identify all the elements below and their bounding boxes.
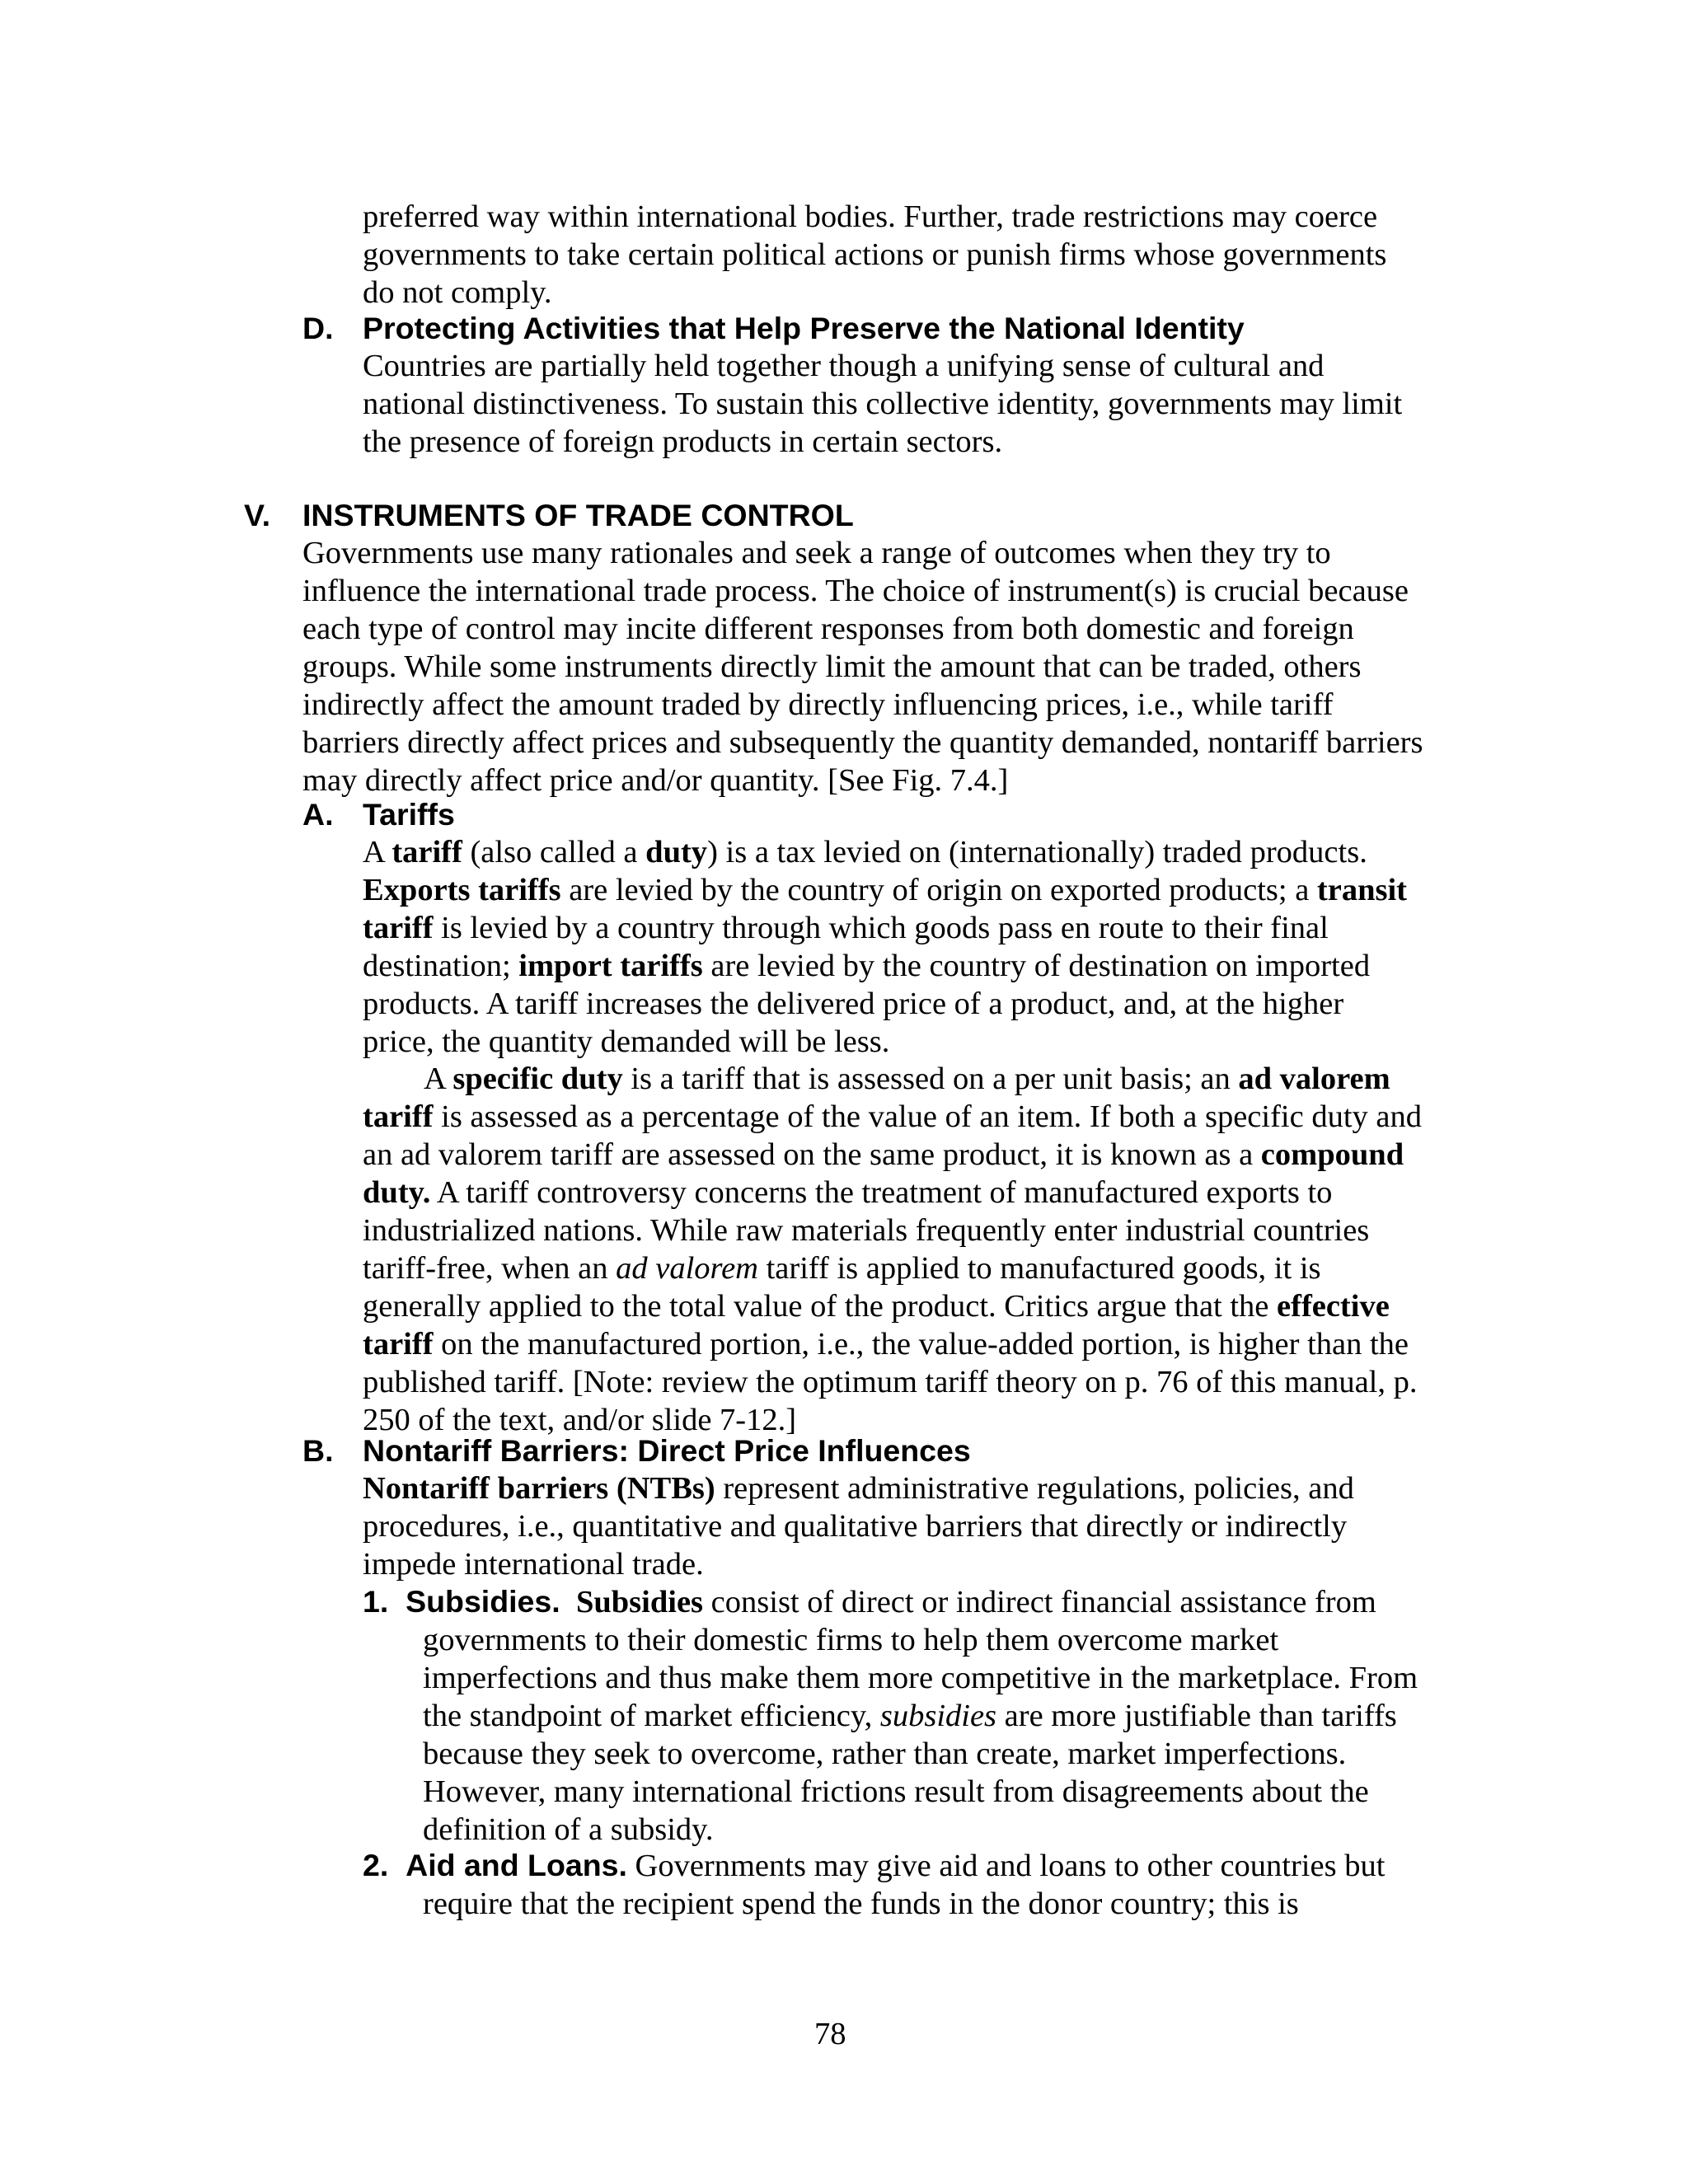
- tariffs-paragraph-2: A specific duty is a tariff that is assessed on a per unit basis; an ad valorem tariff is assessed as a percentage of the value of an item. If both a specific duty and an ad valorem tariff are assessed on the same product, it is known as a compound duty. A tariff controversy concerns the treatment of manufactured exports to industrialized nations. While raw materials frequently enter industrial countries tariff-free, when an ad valorem tariff is applied to manufactured goods, it is generally applied to the total value of the product. Critics argue that the effective tariff on the manufactured portion, i.e., the value-added portion, is higher than the published tariff. [Note: review the optimum tariff theory on p. 76 of this manual, p. 250 of the text, and/or slide 7-12.]: [363, 1062, 1422, 1437]
- page-number: 78: [814, 2017, 846, 2051]
- section-a-title: Tariffs: [363, 797, 455, 832]
- section-v-body: Governments use many rationales and seek a range of outcomes when they try to influence the international trade process. The choice of instrument(s) is crucial because each type of control may incite different responses from both domestic and foreign groups. While some instruments directly limit the amount that can be traded, others indirectly affect the amount traded by directly influencing prices, i.e., while tariff barriers directly affect prices and subsequently the quantity demanded, nontariff barriers may directly affect price and/or quantity. [See Fig. 7.4.]: [302, 536, 1423, 798]
- term-nontariff-barriers: Nontariff barriers (NTBs): [363, 1471, 715, 1506]
- term-effective-tariff: effective tariff: [363, 1289, 1390, 1361]
- section-b-heading: [302, 1432, 1374, 1469]
- item-2-label: 2.: [363, 1848, 389, 1882]
- section-v-heading: [244, 496, 1315, 534]
- term-subsidies-italic: subsidies: [879, 1699, 997, 1733]
- term-transit-tariff: transit tariff: [363, 873, 1407, 945]
- section-d-label: D.: [302, 311, 334, 345]
- section-v-title: INSTRUMENTS OF TRADE CONTROL: [302, 498, 854, 532]
- term-compound-duty: compound duty.: [363, 1137, 1404, 1210]
- item-aid-and-loans: 2. Aid and Loans. Governments may give aid and loans to other countries but require that the recipient spend the funds in the donor country; this is: [363, 1848, 1386, 1921]
- item-subsidies: 1. Subsidies. Subsidies consist of direct or indirect financial assistance from governments to their domestic firms to help them overcome market imperfections and thus make them more competitive in the marketplace. From the standpoint of market efficiency, subsidies are more justifiable than tariffs because they seek to overcome, rather than create, market imperfections. However, many international frictions result from disagreements about the definition of a subsidy.: [363, 1584, 1418, 1847]
- term-tariff: tariff: [392, 835, 462, 869]
- section-d-heading: [302, 309, 1374, 347]
- term-import-tariffs: import tariffs: [518, 949, 703, 983]
- section-v-label: V.: [244, 498, 270, 532]
- item-2-title: Aid and Loans.: [406, 1848, 627, 1882]
- term-duty: duty: [645, 835, 708, 869]
- term-ad-valorem-italic: ad valorem: [616, 1251, 758, 1286]
- section-d-title: Protecting Activities that Help Preserve the National Identity: [363, 311, 1245, 345]
- section-a-label: A.: [302, 797, 334, 832]
- term-exports-tariffs: Exports tariffs: [363, 873, 561, 907]
- section-d-body: Countries are partially held together though a unifying sense of cultural and national distinctiveness. To sustain this collective identity, governments may limit the presence of foreign products in certain sectors.: [363, 349, 1403, 459]
- section-a-heading: [302, 795, 797, 833]
- section-b-title: Nontariff Barriers: Direct Price Influences: [363, 1433, 971, 1468]
- section-b-label: B.: [302, 1433, 334, 1468]
- item-1-title: Subsidies.: [406, 1584, 560, 1619]
- term-subsidies: Subsidies: [575, 1585, 704, 1619]
- intro-paragraph: preferred way within international bodies. Further, trade restrictions may coerce governments to take certain political actions or punish firms whose governments do not comply.: [363, 199, 1387, 310]
- section-b-body: Nontariff barriers (NTBs) represent administrative regulations, policies, and procedures, i.e., quantitative and qualitative barriers that directly or indirectly impede international trade.: [363, 1471, 1354, 1582]
- term-specific-duty: specific duty: [452, 1062, 623, 1096]
- term-ad-valorem-tariff: ad valorem tariff: [363, 1062, 1390, 1134]
- item-1-label: 1.: [363, 1584, 389, 1619]
- tariffs-paragraph-1: A tariff (also called a duty) is a tax levied on (internationally) traded products. Exports tariffs are levied by the country of origin on exported products; a transit tariff is levied by a country through which goods pass en route to their final destination; import tariffs are levied by the country of destination on imported products. A tariff increases the delivered price of a product, and, at the higher price, the quantity demanded will be less.: [363, 835, 1407, 1059]
